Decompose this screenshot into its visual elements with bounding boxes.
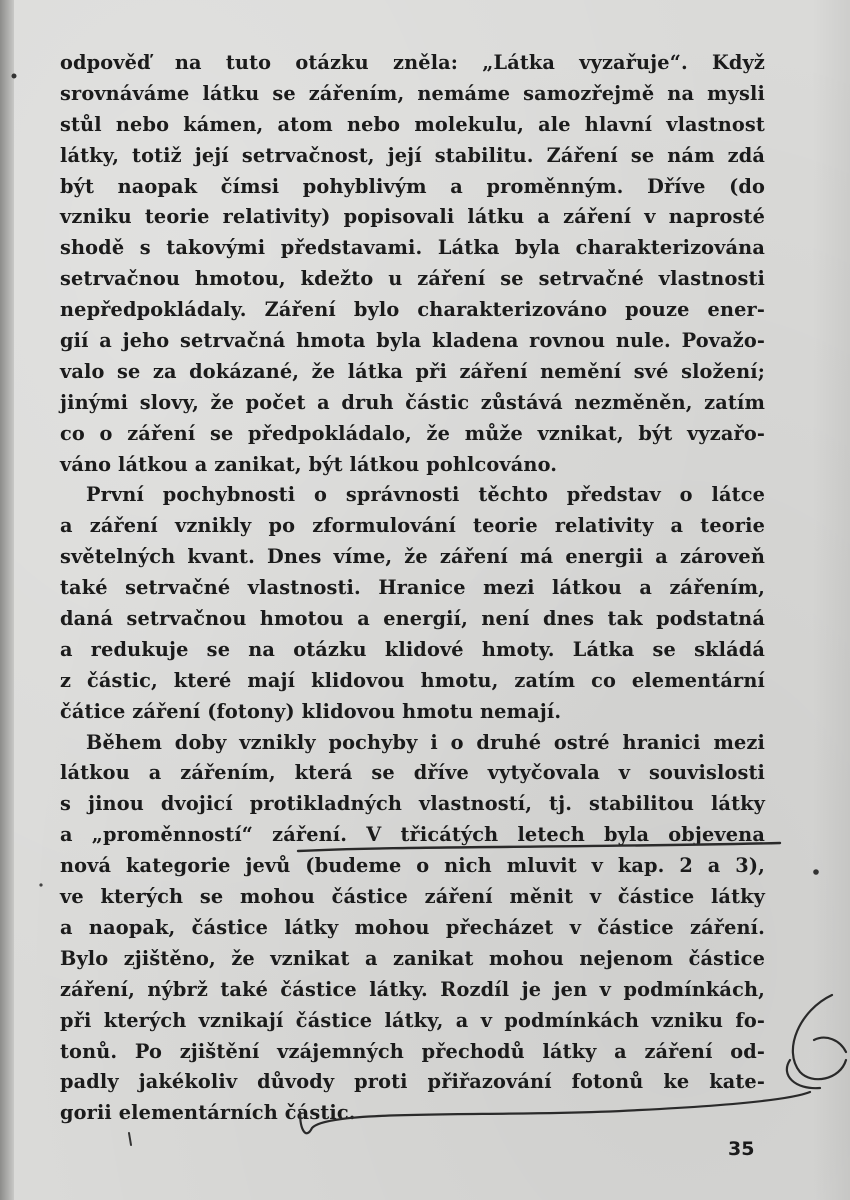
text-line: srovnáváme látku se zářením, nemáme samozřejmě na mysli xyxy=(60,81,765,105)
text-line: látkou a zářením, která se dříve vytyčovala v souvislosti xyxy=(60,761,765,785)
text-line: a naopak, částice látky mohou přecházet v částice záření. xyxy=(60,915,765,939)
text-line: jinými slovy, že počet a druh částic zůstává nezměněn, zatím xyxy=(60,390,765,414)
text-line: odpověď na tuto otázku zněla: „Látka vyzařuje“. Když xyxy=(60,51,765,74)
text-line: stůl nebo kámen, atom nebo molekulu, ale hlavní vlastnost xyxy=(60,112,765,136)
text-line: shodě s takovými představami. Látka byla charakterizována xyxy=(60,236,765,260)
text-line: Bylo zjištěno, že vznikat a zanikat mohou nejenom částice xyxy=(60,946,765,970)
ink-speck xyxy=(813,869,819,875)
text-line: valo se za dokázané, že látka při záření nemění své složení; xyxy=(60,359,765,383)
text-line: a „proměnností“ záření. V třicátých letech byla objevena xyxy=(60,823,765,847)
text-line: nepředpokládaly. Záření bylo charakterizováno pouze ener- xyxy=(60,298,765,322)
text-line: váno látkou a zanikat, být látkou pohlcováno. xyxy=(60,452,558,476)
text-line: také setrvačné vlastnosti. Hranice mezi látkou a zářením, xyxy=(60,576,765,600)
text-line: setrvačnou hmotou, kdežto u záření se setrvačné vlastnosti xyxy=(60,267,765,291)
margin-scribble xyxy=(787,995,846,1088)
text-line: vzniku teorie relativity) popisovali látku a záření v naprosté xyxy=(60,205,765,229)
text-line: látky, totiž její setrvačnost, její stabilitu. Záření se nám zdá xyxy=(60,143,765,167)
text-line: gorii elementárních částic. xyxy=(60,1101,356,1125)
text-line: z částic, které mají klidovou hmotu, zatím co elementární xyxy=(60,668,765,692)
text-line: ve kterých se mohou částice záření měnit v částice látky xyxy=(60,885,765,909)
text-line: tonů. Po zjištění vzájemných přechodů látky a záření od- xyxy=(60,1039,765,1063)
text-line: padly jakékoliv důvody proti přiřazování fotonů ke kate- xyxy=(60,1070,765,1094)
text-line: být naopak čímsi pohyblivým a proměnným. Dříve (do xyxy=(60,174,765,198)
ink-speck xyxy=(39,883,42,886)
text-line: při kterých vznikají částice látky, a v podmínkách vzniku fo- xyxy=(60,1008,765,1032)
ink-mark xyxy=(129,1133,131,1145)
text-line: daná setrvačnou hmotou a energií, není dnes tak podstatná xyxy=(60,607,765,631)
text-line: s jinou dvojicí protikladných vlastností, tj. stabilitou látky xyxy=(60,792,765,816)
text-line: a záření vznikly po zformulování teorie relativity a teorie xyxy=(60,514,765,538)
text-line: světelných kvant. Dnes víme, že záření má energii a zároveň xyxy=(60,545,765,569)
text-line: čátice záření (fotony) klidovou hmotu nemají. xyxy=(60,699,562,723)
text-line: První pochybnosti o správnosti těchto představ o látce xyxy=(86,483,765,507)
ink-speck xyxy=(12,74,17,79)
text-line: co o záření se předpokládalo, že může vznikat, být vyzařo- xyxy=(60,421,765,445)
text-line: Během doby vznikly pochyby i o druhé ostré hranici mezi xyxy=(86,730,765,754)
page-number: 35 xyxy=(728,1138,755,1160)
text-line-struck: nová kategorie jevů (budeme o nich mluvit v kap. 2 a 3), xyxy=(60,854,765,878)
text-line: záření, nýbrž také částice látky. Rozdíl je jen v podmínkách, xyxy=(60,977,765,1001)
body-text xyxy=(60,48,765,1129)
text-line: gií a jeho setrvačná hmota byla kladena rovnou nule. Považo- xyxy=(60,329,765,353)
text-line: a redukuje se na otázku klidové hmoty. Látka se skládá xyxy=(60,637,765,661)
